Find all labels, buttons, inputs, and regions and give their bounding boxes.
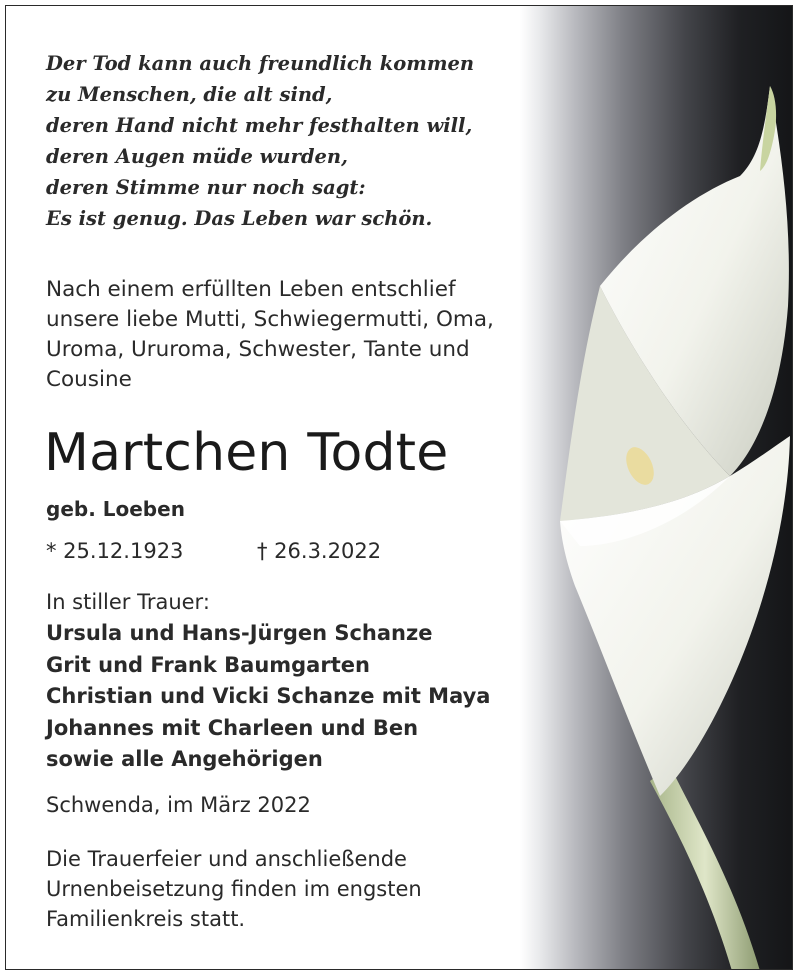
- intro-line: unsere liebe Mutti, Schwiegermutti, Oma,: [46, 307, 494, 332]
- ceremony-line: Familienkreis statt.: [46, 907, 246, 931]
- mourner-entry: Grit und Frank Baumgarten: [46, 652, 370, 677]
- poem-line: deren Hand nicht mehr festhalten will,: [46, 114, 473, 137]
- mourning-heading: In stiller Trauer:: [46, 590, 210, 614]
- intro-line: Uroma, Ururoma, Schwester, Tante und: [46, 337, 470, 362]
- obituary-notice: [5, 5, 793, 970]
- poem-line: Der Tod kann auch freundlich kommen: [46, 52, 475, 75]
- deceased-name: Martchen Todte: [44, 423, 449, 483]
- mourner-entry: Ursula und Hans-Jürgen Schanze: [46, 621, 433, 645]
- life-dates: [46, 539, 382, 563]
- poem-line: zu Menschen, die alt sind,: [46, 83, 333, 106]
- poem-line: deren Augen müde wurden,: [46, 145, 348, 168]
- place-date: Schwenda, im März 2022: [46, 793, 311, 817]
- maiden-name: geb. Loeben: [46, 497, 185, 521]
- ceremony-note: [46, 844, 422, 934]
- poem-line: deren Stimme nur noch sagt:: [46, 176, 366, 199]
- intro-line: Cousine: [46, 367, 132, 392]
- mourner-entry: Johannes mit Charleen und Ben: [46, 715, 419, 740]
- mourner-entry: Christian und Vicki Schanze mit Maya: [46, 684, 491, 708]
- mourners-block: [46, 587, 490, 776]
- mourner-entry: sowie alle Angehörigen: [46, 747, 323, 771]
- ceremony-line: Die Trauerfeier und anschließende: [46, 847, 407, 871]
- death-date: † 26.3.2022: [257, 539, 382, 563]
- memorial-poem: [46, 48, 474, 234]
- birth-date: * 25.12.1923: [46, 539, 184, 563]
- poem-line: Es ist genug. Das Leben war schön.: [46, 207, 433, 230]
- intro-line: Nach einem erfüllten Leben entschlief: [46, 277, 456, 302]
- flower-panel: [520, 6, 793, 969]
- intro-text: [46, 275, 494, 395]
- calla-lily-icon: [520, 6, 793, 970]
- ceremony-line: Urnenbeisetzung finden im engsten: [46, 877, 422, 901]
